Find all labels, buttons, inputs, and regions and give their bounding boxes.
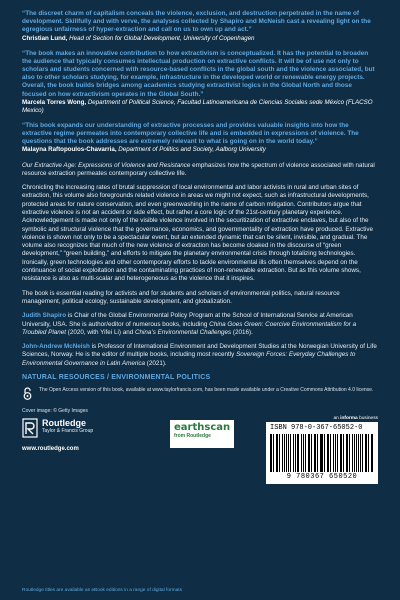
- barcode-bar: [324, 434, 325, 472]
- endorsement-author-role: Department of Political Science, Facultad Latinoamericana de Ciencias Sociales sede México (FLACSO Mexico): [22, 98, 373, 114]
- subject-categories: NATURAL RESOURCES / ENVIRONMENTAL POLITICS: [22, 374, 211, 382]
- barcode-bar: [341, 434, 342, 472]
- publisher-group: Taylor & Francis Group: [42, 428, 94, 435]
- endorsement-quote: “The book makes an innovative contribution to how extractivism is conceptualized. It has the potential to broaden the audience that typically consumes intellectual production on extractive conflicts. It will be of use not only to scholars and students concerned with resource-based conflicts in the global south and the violence associated, but also to other scholars studying, for example, infrastructure in the developed world or renewable energy projects. Overall, the book builds bridges among academics studying extractivist logics in the Global North and those focused on how extractivism operates in the Global South.”: [22, 49, 375, 98]
- endorsement-author: [22, 99, 378, 115]
- endorsement-author-name: Malayna Raftopoulos-Chavarria,: [22, 146, 117, 154]
- informa-label: an informa business: [333, 416, 378, 422]
- endorsement-author: [22, 146, 378, 154]
- endorsement-author-name: Marcela Torres Wong,: [22, 98, 87, 106]
- open-access-notice: [22, 387, 378, 400]
- bio-text: (2021).: [144, 359, 167, 367]
- audience-paragraph: The book is essential reading for activists and for students and scholars of environmental politics, natural resource management, political ecology, sustainable development, and globalization.: [22, 289, 340, 305]
- earthscan-logo: [170, 420, 234, 448]
- intro-paragraph: [22, 162, 378, 179]
- barcode-bar: [368, 434, 369, 472]
- earthscan-sub: from Routledge: [174, 433, 211, 440]
- routledge-logo: [22, 418, 93, 438]
- isbn-block: [266, 416, 378, 484]
- barcode-bar: [317, 434, 318, 472]
- barcode-bar: [347, 434, 348, 472]
- bio-text: is Chair of the Global Environmental Policy Program at the School of International Service at American University, USA. She is author/editor of numerous books, including: [22, 312, 353, 328]
- routledge-emblem-icon: [22, 418, 38, 438]
- bio-name: Judith Shapiro: [22, 312, 67, 320]
- open-access-lock-icon: [22, 387, 33, 400]
- open-access-text: The Open Access version of this book, available at www.taylorfrancis.com, has been made available under a Creative Commons Attribution 4.0 license.: [39, 387, 374, 394]
- bio-book-title: China’s Environmental Challenges: [134, 328, 232, 336]
- isbn-number: ISBN 978-0-367-65052-0: [270, 424, 363, 433]
- barcode-bar: [311, 434, 312, 472]
- publisher-row: [22, 418, 378, 480]
- endorsement-quote: “This book expands our understanding of extractive processes and provides valuable insights into how the extractive regime permeates into contemporary collective life and is embedded in expressions of violence. The questions that the book addresses are extremely relevant to what is going on in the world today.”: [22, 121, 359, 146]
- barcode-bar: [305, 434, 306, 472]
- book-title: Our Extractive Age: Expressions of Violence and Resistance: [22, 161, 191, 169]
- bio-book-title: China Goes Green: Coercive Environmentalism for a Troubled Planet: [22, 320, 357, 336]
- bio-text: is Professor of International Environment and Development Studies at the Norwegian University of Life Sciences, Norway. He is the editor of multiple books, including most recently: [22, 343, 377, 359]
- description-paragraph: Chronicling the increasing rates of brutal suppression of local environmental and labor activists in rural and urban sites of extraction, this volume also foregrounds related violence in areas we might not expect, such as infrastructural developments, protected areas for nature conservation, and even greenwashing in the name of carbon mitigation. Contributors argue that extractive violence is not an accident or side effect, but rather a core logic of the 21st-century planetary experience. Acknowledgement is made not only of the visible violence involved in the securitization of extractive enclaves, but also of the symbolic and structural violence that the governance, economics, and governmentality of extraction have produced. Extractive violence is shown not only to be a spectacular event, but an extended dynamic that can be silent, invisible, and gradual. The volume also recognizes that much of the new violence of extraction has become cloaked in the discourse of “green development,” “green building,” and efforts to mitigate the planetary environmental crisis through totalizing technologies. Ironically, green technologies and other contemporary efforts to tackle environmental ills often themselves depend on the continuance of social exploitation and the contaminating practices of non-renewable extraction. But as this volume shows, resistance is also as multi-scalar and heterogeneous as the violence that it inspires.: [22, 184, 374, 283]
- endorsement-author-role: Head of Section for Global Development, University of Copenhagen: [69, 34, 255, 42]
- ebook-availability-note: Routledge titles are available as eBook editions in a range of digital formats: [22, 588, 182, 593]
- endorsement-author-role: Department of Politics and Society, Aalborg University: [118, 146, 266, 154]
- endorsement-author-name: Christian Lund,: [22, 34, 68, 42]
- barcode: [266, 422, 378, 484]
- barcode-number: 9 780367 650520: [286, 473, 358, 482]
- barcode-bar: [335, 434, 336, 472]
- earthscan-name: earthscan: [174, 422, 231, 434]
- author-bio-1: [22, 312, 378, 337]
- barcode-bar: [290, 434, 291, 472]
- bio-book-title: Sovereign Forces: Everyday Challenges to Environmental Governance in Latin America: [22, 351, 356, 367]
- author-bio-2: [22, 343, 378, 368]
- bio-text: (2016).: [231, 328, 253, 336]
- endorsement-3: [22, 122, 378, 155]
- cover-image-credit: Cover image: © Getty Images: [22, 408, 88, 415]
- barcode-bar: [360, 434, 361, 472]
- bio-name: John-Andrew McNeish: [22, 343, 90, 351]
- barcode-bar: [279, 434, 280, 472]
- publisher-name: Routledge: [42, 418, 86, 429]
- barcode-bars: [270, 434, 374, 472]
- barcode-bar: [273, 434, 274, 472]
- endorsement-2: [22, 50, 378, 115]
- publisher-url[interactable]: www.routledge.com: [22, 446, 79, 453]
- endorsement-author: [22, 35, 378, 43]
- endorsement-quote: “The discreet charm of capitalism conceals the violence, exclusion, and destruction perpetrated in the name of development. Skillfully and with verve, the analyses collected by Shapiro and McNeish cast a revealing light on the egregious unfairness of hyper-extraction and call on us to own up and act.”: [22, 10, 371, 34]
- endorsement-1: [22, 10, 378, 43]
- bio-text: (2020, with Yifei Li) and: [66, 328, 135, 336]
- intro-text: emphasizes how the spectrum of violence associated with natural resource extraction permeates contemporary collective life.: [22, 161, 375, 177]
- barcode-bar: [298, 434, 299, 472]
